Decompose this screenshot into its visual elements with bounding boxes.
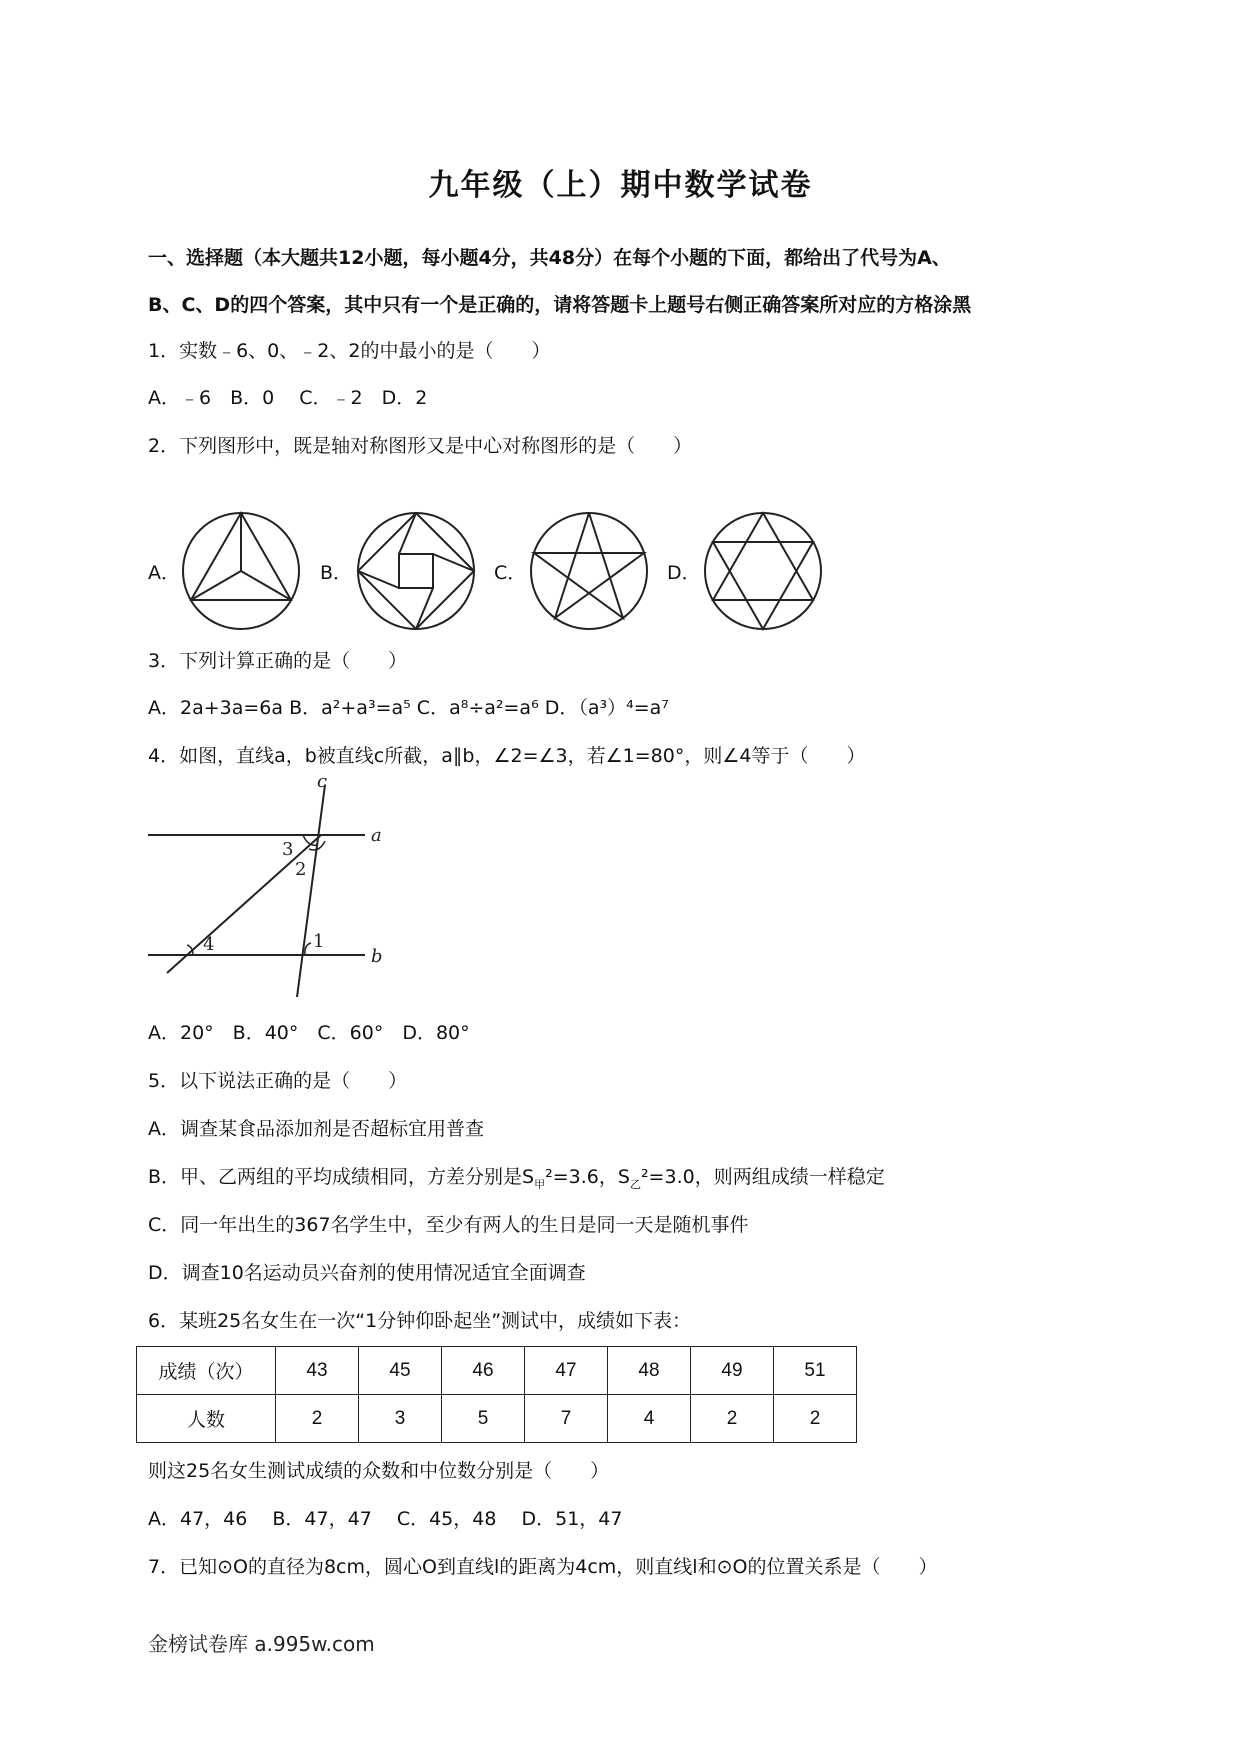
q1-options: A．﹣6 B．0 C．﹣2 D．2 — [148, 387, 428, 409]
table-cell: 7 — [525, 1395, 608, 1443]
q4-options: A．20° B．40° C．60° D．80° — [148, 1022, 470, 1044]
q3-options — [148, 693, 669, 720]
q1-stem: 1．实数﹣6、0、﹣2、2的中最小的是（ ） — [148, 340, 551, 362]
table-cell: 49 — [691, 1347, 774, 1395]
q5-option-a: A．调查某食品添加剂是否超标宜用普查 — [148, 1118, 484, 1140]
q5-stem: 5．以下说法正确的是（ ） — [148, 1070, 408, 1092]
q3-stem: 3．下列计算正确的是（ ） — [148, 650, 408, 672]
q7-stem: 7．已知⊙O的直径为8cm，圆心O到直线l的距离为4cm，则直线l和⊙O的位置关系是（ ） — [148, 1556, 938, 1578]
angle-4-label: 4 — [203, 934, 215, 955]
table-row — [137, 1395, 857, 1443]
q2-label-b: B． — [320, 562, 353, 584]
circle-square-pinwheel-icon — [355, 510, 477, 632]
circle-triangle-icon — [180, 510, 302, 632]
transversal-line — [167, 835, 321, 973]
footer-watermark: 金榜试卷库 a.995w.com — [148, 1632, 375, 1656]
q5-option-b-sub-2: 乙 — [629, 1177, 641, 1191]
table-cell: 47 — [525, 1347, 608, 1395]
q3-option-a: A．2a+3a=6a — [148, 697, 284, 719]
table-cell: 人数 — [137, 1395, 276, 1443]
table-cell: 3 — [359, 1395, 442, 1443]
table-cell: 48 — [608, 1347, 691, 1395]
label-c: c — [317, 775, 328, 792]
q6-score-table — [136, 1346, 857, 1443]
q2-label-d: D． — [667, 562, 701, 584]
q4-geometry-figure — [145, 775, 395, 1000]
table-cell: 成绩（次） — [137, 1347, 276, 1395]
q3-option-d: D．（a³）⁴=a⁷ — [544, 697, 669, 719]
q4-stem: 4．如图，直线a，b被直线c所截，a∥b，∠2=∠3，若∠1=80°，则∠4等于（ ） — [148, 745, 866, 767]
q5-option-b-text-3: ²=3.0，则两组成绩一样稳定 — [640, 1166, 885, 1188]
q3-option-c: C．a⁸÷a²=a⁶ — [416, 697, 539, 719]
angle-3-label: 3 — [282, 839, 294, 860]
q5-option-b-text-2: ²=3.6，S — [545, 1166, 630, 1188]
table-row — [137, 1347, 857, 1395]
q6-options: A．47，46 B．47，47 C．45，48 D．51，47 — [148, 1508, 623, 1530]
q2-label-c: C． — [494, 562, 527, 584]
q5-option-b — [148, 1162, 885, 1192]
angle-2-label: 2 — [295, 859, 307, 880]
circle-hexagram-icon — [702, 510, 824, 632]
table-cell: 43 — [276, 1347, 359, 1395]
table-cell: 45 — [359, 1347, 442, 1395]
table-cell: 46 — [442, 1347, 525, 1395]
section-heading-line-2: B、C、D的四个答案，其中只有一个是正确的，请将答题卡上题号右侧正确答案所对应的方格涂黑 — [148, 294, 972, 316]
table-cell: 2 — [774, 1395, 857, 1443]
section-heading-line-1: 一、选择题（本大题共12小题，每小题4分，共48分）在每个小题的下面，都给出了代号为A、 — [148, 247, 951, 269]
q2-stem: 2．下列图形中，既是轴对称图形又是中心对称图形的是（ ） — [148, 435, 693, 457]
page-title: 九年级（上）期中数学试卷 — [428, 168, 813, 203]
angle-1-label: 1 — [313, 931, 325, 952]
table-cell: 5 — [442, 1395, 525, 1443]
q3-option-b: B．a²+a³=a⁵ — [289, 697, 411, 719]
circle-pentagram-icon — [528, 510, 650, 632]
q6-stem: 6．某班25名女生在一次“1分钟仰卧起坐”测试中，成绩如下表： — [148, 1310, 692, 1332]
table-cell: 2 — [691, 1395, 774, 1443]
q5-option-c: C．同一年出生的367名学生中，至少有两人的生日是同一天是随机事件 — [148, 1214, 749, 1236]
q6-followup: 则这25名女生测试成绩的众数和中位数分别是（ ） — [148, 1460, 610, 1482]
table-cell: 2 — [276, 1395, 359, 1443]
q5-option-d: D．调查10名运动员兴奋剂的使用情况适宜全面调查 — [148, 1262, 586, 1284]
q2-label-a: A． — [148, 562, 180, 584]
table-cell: 4 — [608, 1395, 691, 1443]
label-b: b — [371, 946, 383, 967]
table-cell: 51 — [774, 1347, 857, 1395]
line-c — [297, 785, 325, 997]
label-a: a — [371, 825, 382, 846]
q5-option-b-sub-1: 甲 — [534, 1177, 546, 1191]
q5-option-b-text-1: B．甲、乙两组的平均成绩相同，方差分别是S — [148, 1166, 535, 1188]
